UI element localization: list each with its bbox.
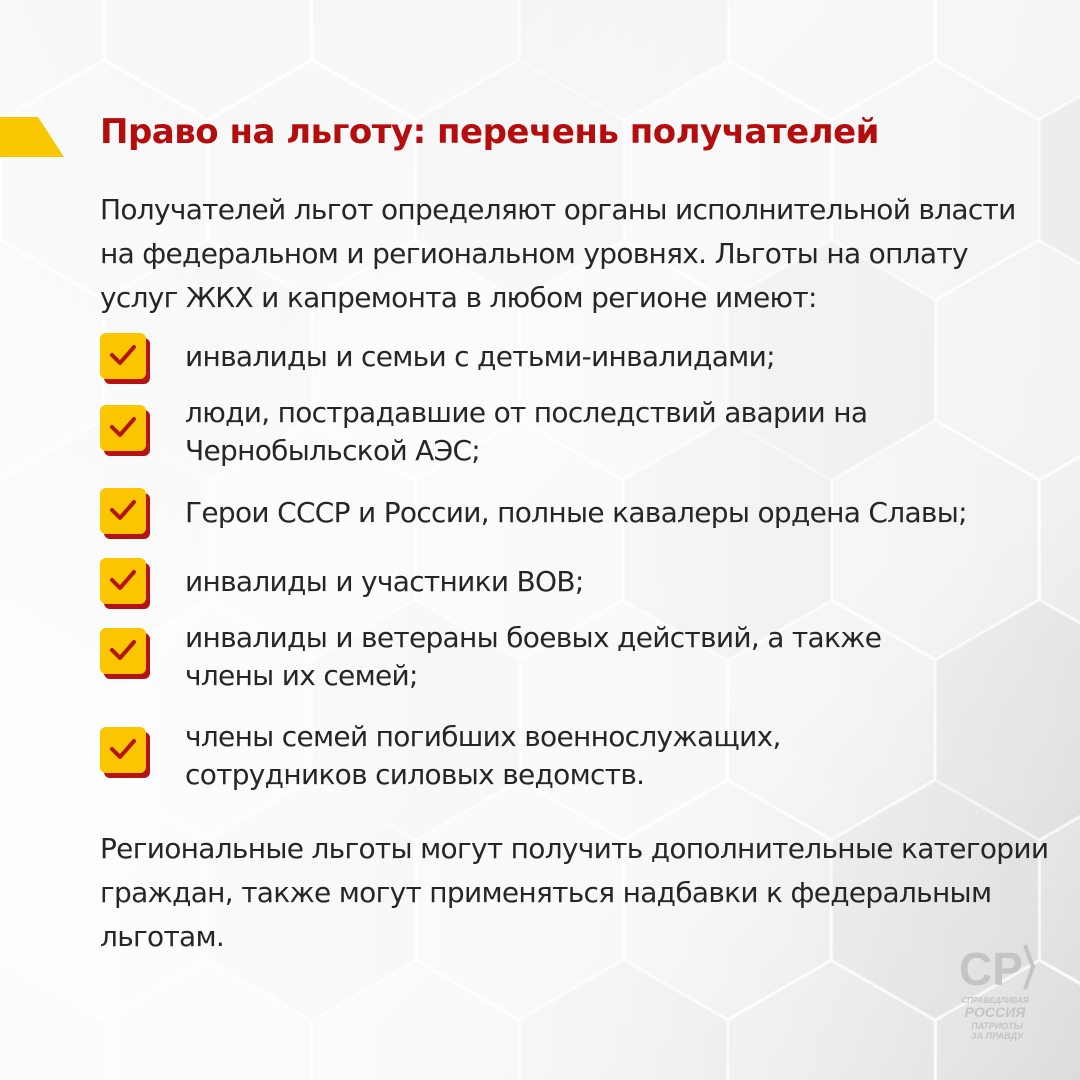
logo-line-3: ПАТРИОТЫ	[971, 1021, 1023, 1031]
list-item-text: люди, пострадавшие от последствий аварии на Чернобыльской АЭС;	[185, 396, 868, 467]
list-item-text: инвалиды и семьи с детьми-инвалидами;	[185, 340, 775, 373]
list-item-text: инвалиды и ветераны боевых действий, а также члены их семей;	[185, 621, 882, 692]
party-logo	[955, 935, 1035, 1045]
logo-mark: СР	[959, 943, 1023, 995]
logo-line-1: СПРАВЕДЛИВАЯ	[961, 996, 1029, 1005]
intro-paragraph: Получателей льгот определяют органы исполнительной власти на федеральном и региональном уровнях. Льготы на оплату услуг ЖКХ и капремонта в любом регионе имеют:	[100, 193, 1016, 314]
logo-line-2: РОССИЯ	[964, 1004, 1026, 1020]
logo-line-4: ЗА ПРАВДУ	[970, 1031, 1024, 1041]
list-item-text: члены семей погибших военнослужащих, сотрудников силовых ведомств.	[185, 720, 781, 791]
checkbox-checkmark-icon	[100, 727, 150, 777]
outro-paragraph: Региональные льготы могут получить дополнительные категории граждан, также могут применяться надбавки к федеральным льготам.	[100, 832, 1049, 953]
checkbox-checkmark-icon	[100, 488, 150, 538]
list-item-text: инвалиды и участники ВОВ;	[185, 565, 584, 598]
page-title: Право на льготу: перечень получателей	[100, 112, 879, 152]
checkbox-checkmark-icon	[100, 628, 150, 678]
checkbox-checkmark-icon	[100, 558, 150, 608]
checkbox-checkmark-icon	[100, 405, 150, 455]
list-item-text: Герои СССР и России, полные кавалеры ордена Славы;	[185, 496, 967, 529]
checkbox-checkmark-icon	[100, 333, 150, 383]
